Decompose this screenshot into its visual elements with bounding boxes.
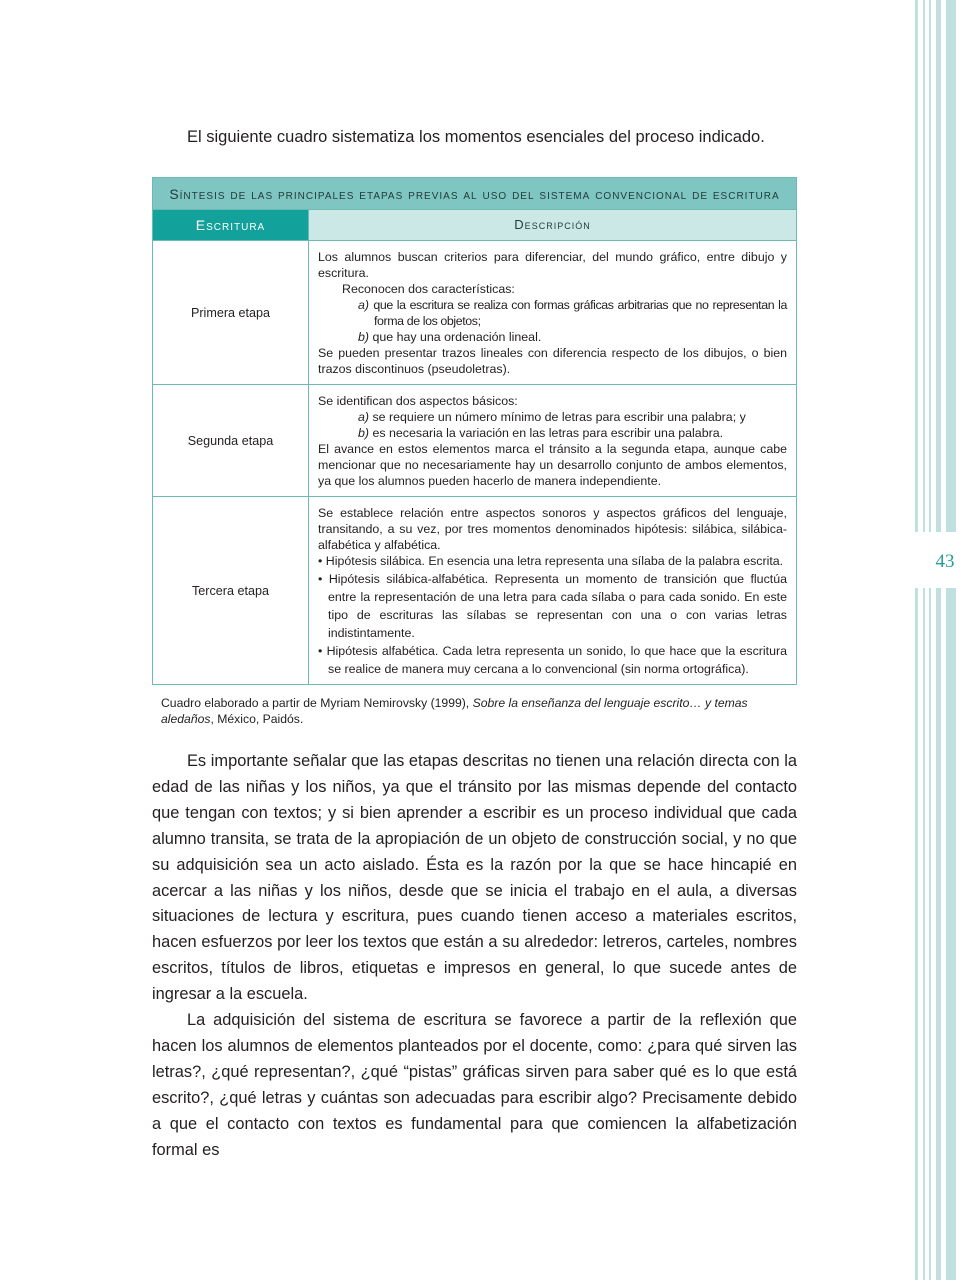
intro-text: El siguiente cuadro sistematiza los momentos esenciales del proceso indicado.: [187, 128, 765, 146]
item-marker: a): [358, 298, 370, 312]
stages-table: [152, 177, 797, 685]
item-text: se requiere un número mínimo de letras para escribir una palabra; y: [372, 410, 746, 424]
desc-line: Reconocen dos características:: [342, 282, 515, 296]
table-row: [153, 497, 797, 685]
desc-line: Se pueden presentar trazos lineales con diferencia respecto de los dibujos, o bien trazos discontinuos (pseudoletras).: [318, 346, 787, 376]
paragraph: La adquisición del sistema de escritura se favorece a partir de la reflexión que hacen los alumnos de elementos planteados por el docente, como: ¿para qué sirven las letras?, ¿qué representan?, ¿qué “pistas” gráficas sirven para saber qué es lo que está escrito?, ¿qué letras y cuántas son adecuadas para escribir algo? Precisamente debido a que el contacto con textos es fundamental para que comiencen la alfabetización formal es: [152, 1011, 797, 1159]
table-row: [153, 241, 797, 385]
item-marker: b): [358, 426, 370, 440]
body-text: [152, 749, 797, 1164]
stage-label: Segunda etapa: [153, 385, 309, 497]
desc-line: Se identifican dos aspectos básicos:: [318, 394, 518, 408]
stage-label: Primera etapa: [153, 241, 309, 385]
page-number: 43: [930, 543, 960, 581]
bullet-item: • Hipótesis silábica. En esencia una letra representa una sílaba de la palabra escrita.: [318, 554, 784, 568]
decor-stripe: [923, 0, 925, 1280]
stage-description: [309, 385, 797, 497]
desc-item: [318, 297, 787, 329]
decor-stripe: [929, 0, 931, 1280]
desc-line: Los alumnos buscan criterios para diferenciar, del mundo gráfico, entre dibujo y escritura.: [318, 250, 787, 280]
bullet-item: • Hipótesis alfabética. Cada letra representa un sonido, lo que hace que la escritura se realice de manera muy cercana a lo convencional (sin norma ortográfica).: [318, 644, 787, 676]
table-source-note: [161, 695, 801, 727]
decor-stripe: [936, 0, 941, 1280]
note-text: , México, Paidós.: [210, 712, 304, 726]
stage-description: [309, 241, 797, 385]
column-header-escritura: Escritura: [153, 210, 309, 241]
desc-item: [318, 409, 787, 425]
desc-item: [318, 425, 787, 441]
desc-line: El avance en estos elementos marca el tránsito a la segunda etapa, aunque cabe mencionar que no necesariamente hay un desarrollo conjunto de ambos elementos, ya que los alumnos pueden hacerlo de manera independiente.: [318, 442, 787, 488]
decor-stripe: [915, 0, 918, 1280]
table-row: [153, 385, 797, 497]
stage-label: Tercera etapa: [153, 497, 309, 685]
column-header-descripcion: Descripción: [309, 210, 797, 241]
note-text: Cuadro elaborado a partir de Myriam Nemirovsky (1999),: [161, 696, 473, 710]
decor-stripe: [946, 0, 956, 1280]
item-marker: b): [358, 330, 370, 344]
item-text: es necesaria la variación en las letras para escribir una palabra.: [372, 426, 724, 440]
desc-item: [318, 329, 787, 345]
stage-description: [309, 497, 797, 685]
table-title: Síntesis de las principales etapas previas al uso del sistema convencional de escritura: [153, 178, 797, 210]
note-book-title: Sobre la enseñanza del lenguaje escrito… y temas aledaños: [161, 696, 748, 726]
bullet-item: • Hipótesis silábica-alfabética. Representa un momento de transición que fluctúa entre la representación de una letra para cada sílaba o para cada sonido. En este tipo de escrituras las sílabas se representan con una o con varias letras indistintamente.: [318, 572, 787, 640]
item-text: que hay una ordenación lineal.: [372, 330, 542, 344]
item-text: que la escritura se realiza con formas gráficas arbitrarias que no representan la forma de los objetos;: [373, 298, 787, 328]
paragraph: Es importante señalar que las etapas descritas no tienen una relación directa con la edad de las niñas y los niños, ya que el tránsito por las mismas depende del contacto que tengan con textos; y si bien aprender a escribir es un proceso individual que cada alumno transita, se trata de la apropiación de un objeto de construcción social, y no que su adquisición sea un acto aislado. Ésta es la razón por la que se hace hincapié en acercar a las niñas y los niños, desde que se inicia el trabajo en el aula, a diversas situaciones de lectura y escritura, pues cuando tienen acceso a materiales escritos, hacen esfuerzos por leer los textos que están a su alrededor: letreros, carteles, nombres escritos, títulos de libros, etiquetas e impresos en general, lo que sucede antes de ingresar a la escuela.: [152, 752, 797, 1004]
desc-line: Se establece relación entre aspectos sonoros y aspectos gráficos del lenguaje, transitando, a su vez, por tres momentos denominados hipótesis: silábica, silábica-alfabética y alfabética.: [318, 506, 787, 552]
item-marker: a): [358, 410, 370, 424]
